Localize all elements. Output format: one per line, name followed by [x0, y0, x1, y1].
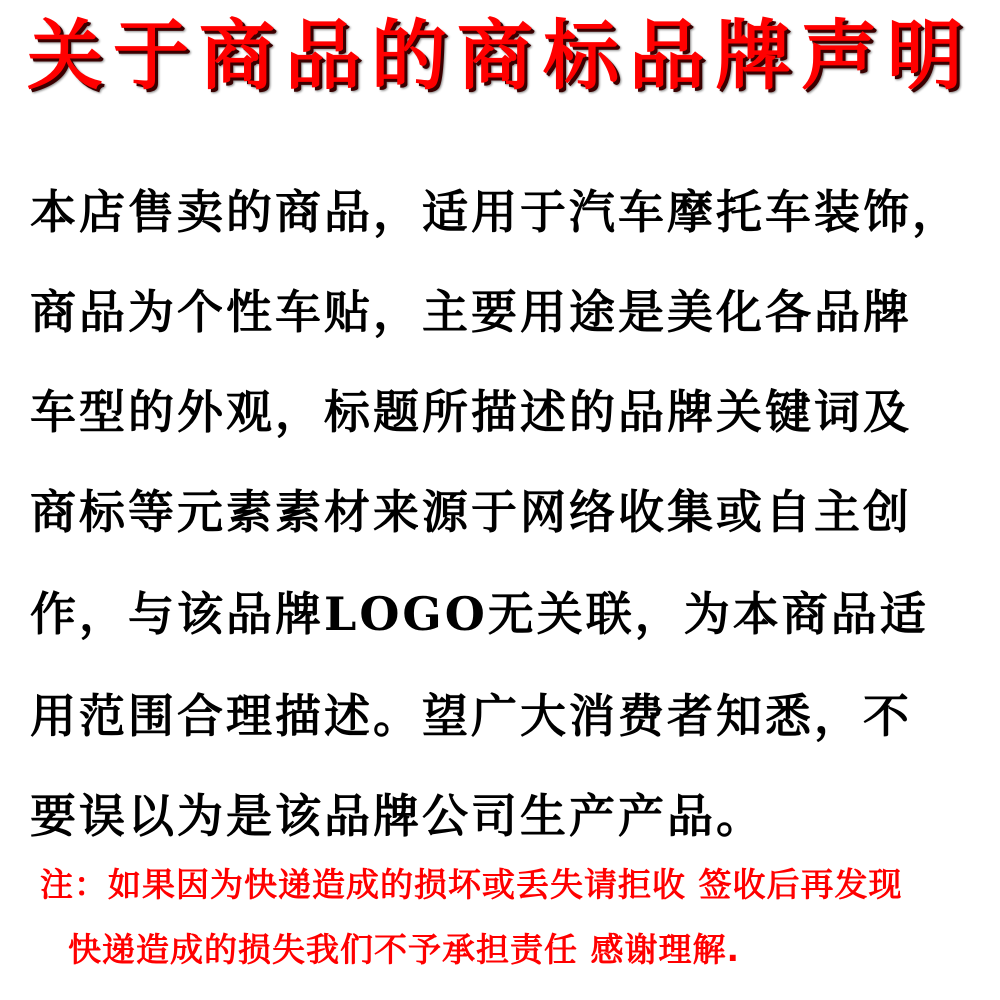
statement-line: 用范围合理描述。望广大消费者知悉，不: [30, 689, 912, 743]
statement-line: 作，与该品牌LOGO无关联，为本商品适: [30, 587, 929, 641]
statement-line: 要误以为是该品牌公司生产产品。: [30, 789, 765, 843]
shipping-notice-line: 注：如果因为快递造成的损坏或丢失请拒收 签收后再发现: [40, 865, 903, 904]
statement-line: 商品为个性车贴，主要用途是美化各品牌: [30, 285, 912, 339]
statement-line: 车型的外观，标题所描述的品牌关键词及: [30, 385, 912, 439]
page-title: 关于商品的商标品牌声明: [27, 11, 973, 100]
statement-line: 商标等元素素材来源于网络收集或自主创: [30, 485, 912, 539]
statement-line: 本店售卖的商品，适用于汽车摩托车装饰，: [30, 185, 961, 239]
shipping-notice-line: 快递造成的损失我们不予承担责任 感谢理解.: [68, 930, 741, 969]
